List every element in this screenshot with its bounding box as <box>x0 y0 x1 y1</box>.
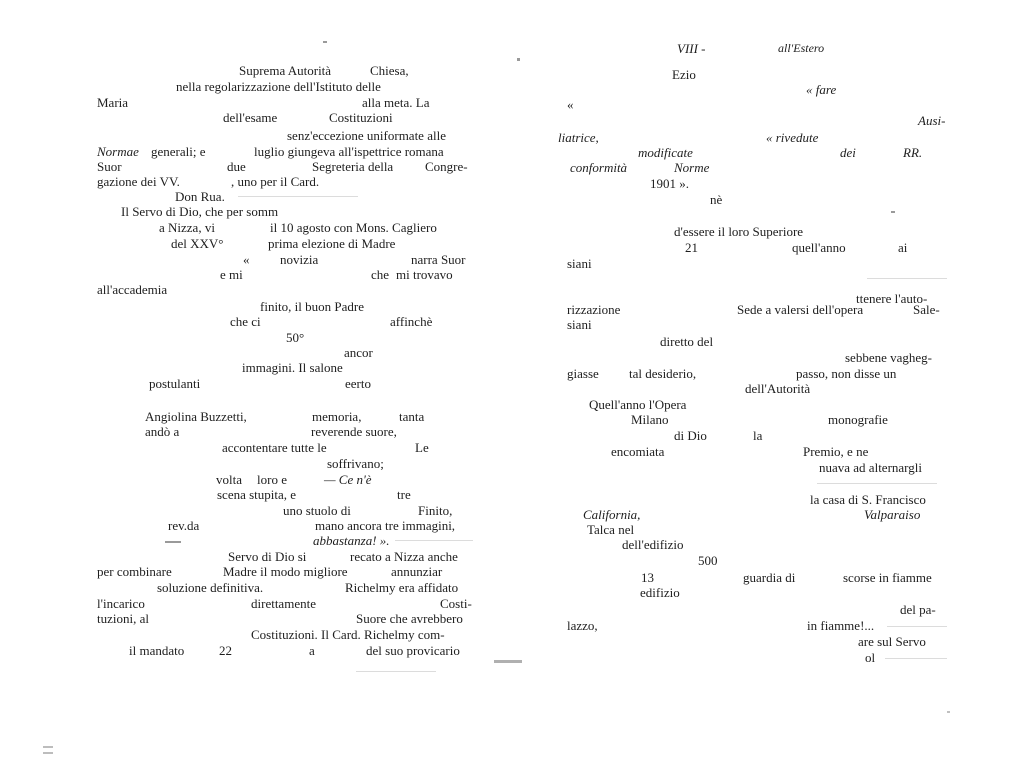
text-fragment: edifizio <box>640 585 680 600</box>
text-fragment: nè <box>710 192 723 207</box>
text-fragment: Quell'anno l'Opera <box>589 397 687 412</box>
text-fragment: « fare <box>806 82 837 97</box>
text-fragment: ai <box>898 240 908 255</box>
text-fragment: tre <box>397 487 411 502</box>
text-fragment: del suo provicario <box>366 643 460 658</box>
text-fragment: Angiolina Buzzetti, <box>145 409 247 424</box>
text-fragment: Congre- <box>425 159 468 174</box>
text-fragment: postulanti <box>149 376 201 391</box>
faded-ink <box>395 540 473 541</box>
text-fragment: Norme <box>674 160 710 175</box>
text-fragment: il mandato <box>129 643 185 658</box>
text-fragment: encomiata <box>611 444 665 459</box>
text-fragment: monografie <box>828 412 888 427</box>
scan-speck <box>43 746 53 748</box>
text-fragment: scorse in fiamme <box>843 570 932 585</box>
text-fragment: Ezio <box>672 67 696 82</box>
text-fragment: 1901 ». <box>650 176 689 191</box>
text-fragment: annunziar <box>391 564 443 579</box>
text-fragment: soffrivano; <box>327 456 384 471</box>
text-fragment: tuzioni, al <box>97 611 149 626</box>
text-fragment: abbastanza! ». <box>313 533 390 548</box>
text-fragment: gazione dei VV. <box>97 174 180 189</box>
text-fragment: volta <box>216 472 242 487</box>
text-fragment: affinchè <box>390 314 433 329</box>
text-fragment: 13 <box>641 570 654 585</box>
text-fragment: Costituzioni <box>329 110 393 125</box>
text-fragment: immagini. Il salone <box>242 360 343 375</box>
text-fragment: del XXV° <box>171 236 224 251</box>
text-fragment: Costi- <box>440 596 472 611</box>
scan-speck <box>891 211 895 213</box>
text-fragment: Ausi- <box>918 113 946 128</box>
text-fragment: California, <box>583 507 641 522</box>
running-head-title: all'Estero <box>778 41 825 55</box>
scan-speck <box>517 58 520 61</box>
text-fragment: Le <box>415 440 429 455</box>
text-fragment: accontentare tutte le <box>222 440 327 455</box>
scan-speck <box>43 752 53 754</box>
text-fragment: andò a <box>145 424 180 439</box>
text-fragment: Finito, <box>418 503 453 518</box>
text-fragment: Valparaiso <box>864 507 921 522</box>
text-fragment: Premio, e ne <box>803 444 869 459</box>
text-fragment: dell'esame <box>223 110 278 125</box>
running-head-number: VIII - <box>677 41 706 56</box>
text-fragment: , uno per il Card. <box>231 174 320 189</box>
text-fragment: « <box>567 97 574 112</box>
text-fragment: Sale- <box>913 302 940 317</box>
text-fragment: prima elezione di Madre <box>268 236 396 251</box>
text-fragment: « rivedute <box>766 130 819 145</box>
text-fragment: quell'anno <box>792 240 846 255</box>
text-fragment: giasse <box>567 366 599 381</box>
text-fragment: Il Servo di Dio, che per somm <box>121 204 279 219</box>
text-fragment: lazzo, <box>567 618 598 633</box>
scan-speck <box>165 541 181 543</box>
faded-ink <box>887 626 947 627</box>
text-fragment: tanta <box>399 409 425 424</box>
text-fragment: 50° <box>286 330 305 345</box>
text-fragment: memoria, <box>312 409 362 424</box>
text-fragment: rev.da <box>168 518 200 533</box>
text-fragment: soluzione definitiva. <box>157 580 264 595</box>
scan-speck <box>947 711 950 713</box>
text-fragment: l'incarico <box>97 596 145 611</box>
text-fragment: che ci <box>230 314 261 329</box>
text-fragment: Segreteria della <box>312 159 394 174</box>
text-fragment: Talca nel <box>587 522 635 537</box>
text-fragment: « <box>243 252 250 267</box>
text-fragment: alla meta. La <box>362 95 430 110</box>
text-fragment: Normae <box>97 144 139 159</box>
text-fragment: a Nizza, vi <box>159 220 215 235</box>
text-fragment: direttamente <box>251 596 316 611</box>
text-fragment: mano ancora tre immagini, <box>315 518 456 533</box>
faded-ink <box>356 671 436 672</box>
text-fragment: all'accademia <box>97 282 168 297</box>
text-fragment: dell'Autorità <box>745 381 811 396</box>
text-fragment: ttenere l'auto- <box>856 291 928 306</box>
text-fragment: — Ce n'è <box>324 472 372 487</box>
text-fragment: generali; e <box>151 144 206 159</box>
text-fragment: Servo di Dio si <box>228 549 307 564</box>
text-fragment: a <box>309 643 315 658</box>
text-fragment: due <box>227 159 246 174</box>
text-fragment: per combinare <box>97 564 172 579</box>
text-fragment: RR. <box>903 145 923 160</box>
text-fragment: Maria <box>97 95 129 110</box>
text-fragment: recato a Nizza anche <box>350 549 458 564</box>
text-fragment: del pa- <box>900 602 936 617</box>
text-fragment: scena stupita, e <box>217 487 297 502</box>
text-fragment: d'essere il loro Superiore <box>674 224 804 239</box>
text-fragment: che <box>371 267 390 282</box>
faded-ink <box>867 278 947 279</box>
faded-ink <box>238 196 358 197</box>
text-fragment: eerto <box>345 376 371 391</box>
text-fragment: Milano <box>631 412 669 427</box>
text-fragment: are sul Servo <box>858 634 926 649</box>
scan-speck <box>323 41 327 43</box>
text-fragment: liatrice, <box>558 130 599 145</box>
text-fragment: ol <box>865 650 876 665</box>
text-fragment: in fiamme!... <box>807 618 875 633</box>
text-fragment: luglio giungeva all'ispettrice romana <box>254 144 444 159</box>
text-fragment: dell'edifizio <box>622 537 684 552</box>
text-fragment: ancor <box>344 345 373 360</box>
text-fragment: Suore che avrebbero <box>356 611 463 626</box>
faded-ink <box>885 658 947 659</box>
text-fragment: senz'eccezione uniformate alle <box>287 128 446 143</box>
right-page <box>507 0 1014 758</box>
faded-ink <box>817 483 937 484</box>
text-fragment: Sede a valersi dell'opera <box>737 302 864 317</box>
text-fragment: nuava ad alternargli <box>819 460 922 475</box>
text-fragment: di Dio <box>674 428 707 443</box>
text-fragment: Richelmy era affidato <box>345 580 459 595</box>
text-fragment: Madre il modo migliore <box>223 564 348 579</box>
text-fragment: dei <box>840 145 856 160</box>
text-fragment: sebbene vagheg- <box>845 350 932 365</box>
text-fragment: siani <box>567 317 592 332</box>
text-fragment: siani <box>567 256 592 271</box>
text-fragment: la casa di S. Francisco <box>810 492 926 507</box>
text-fragment: passo, non disse un <box>796 366 897 381</box>
text-fragment: Chiesa, <box>370 63 409 78</box>
text-fragment: diretto del <box>660 334 714 349</box>
text-fragment: mi trovavo <box>396 267 453 282</box>
text-fragment: Suor <box>97 159 122 174</box>
text-fragment: il 10 agosto con Mons. Cagliero <box>270 220 437 235</box>
text-fragment: loro e <box>257 472 287 487</box>
text-fragment: e mi <box>220 267 243 282</box>
text-fragment: Suprema Autorità <box>239 63 332 78</box>
text-fragment: 21 <box>685 240 698 255</box>
text-fragment: rizzazione <box>567 302 621 317</box>
text-fragment: conformità <box>570 160 628 175</box>
text-fragment: nella regolarizzazione dell'Istituto delle <box>176 79 381 94</box>
text-fragment: la <box>753 428 763 443</box>
text-fragment: reverende suore, <box>311 424 397 439</box>
text-fragment: guardia di <box>743 570 796 585</box>
text-fragment: narra Suor <box>411 252 466 267</box>
text-fragment: novizia <box>280 252 319 267</box>
text-fragment: uno stuolo di <box>283 503 351 518</box>
text-fragment: tal desiderio, <box>629 366 697 381</box>
text-fragment: finito, il buon Padre <box>260 299 364 314</box>
text-fragment: Costituzioni. Il Card. Richelmy com- <box>251 627 445 642</box>
text-fragment: 500 <box>698 553 718 568</box>
text-fragment: Don Rua. <box>175 189 225 204</box>
text-fragment: modificate <box>638 145 693 160</box>
text-fragment: 22 <box>219 643 232 658</box>
